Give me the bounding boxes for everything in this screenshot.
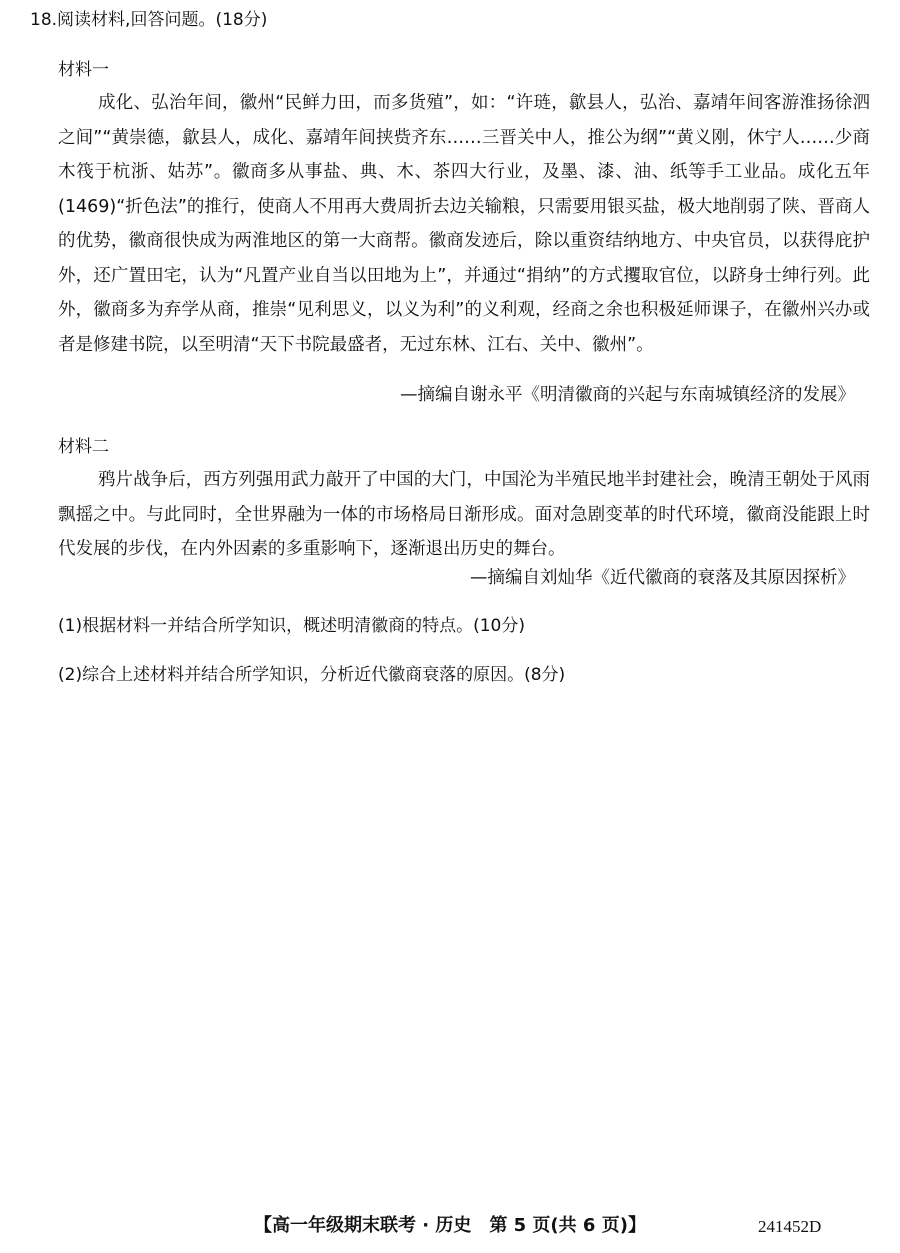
sub-question-2: (2)综合上述材料并结合所学知识，分析近代徽商衰落的原因。(8分) <box>58 665 566 685</box>
material-1-label: 材料一 <box>58 60 109 80</box>
exam-code: 241452D <box>758 1217 822 1236</box>
page-footer: 【高一年级期末联考 · 历史 第 5 页(共 6 页)】 <box>254 1215 646 1236</box>
material-2-text: 鸦片战争后，西方列强用武力敲开了中国的大门，中国沦为半殖民地半封建社会，晚清王朝处于风雨飘摇之中。与此同时，全世界融为一体的市场格局日渐形成。面对急剧变革的时代环境，徽商没能跟上时代发展的步伐，在内外因素的多重影响下，逐渐退出历史的舞台。 <box>58 470 870 559</box>
material-2-source: —摘编自刘灿华《近代徽商的衰落及其原因探析》 <box>470 568 855 588</box>
question-header: 18.阅读材料,回答问题。(18分) <box>30 10 268 30</box>
material-1-source: —摘编自谢永平《明清徽商的兴起与东南城镇经济的发展》 <box>400 385 855 405</box>
sub-question-1: (1)根据材料一并结合所学知识，概述明清徽商的特点。(10分) <box>58 616 525 636</box>
material-2-label: 材料二 <box>58 437 109 457</box>
material-1-text: 成化、弘治年间，徽州“民鲜力田，而多货殖”，如：“许琏，歙县人，弘治、嘉靖年间客游淮扬徐泗之间”“黄崇德，歙县人，成化、嘉靖年间挟赀齐东……三晋关中人，推公为纲”“黄义刚，休宁人……少商木筏于杭浙、姑苏”。徽商多从事盐、典、木、茶四大行业，及墨、漆、油、纸等手工业品。成化五年(1469)“折色法”的推行，使商人不用再大费周折去边关输粮，只需要用银买盐，极大地削弱了陕、晋商人的优势，徽商很快成为两淮地区的第一大商帮。徽商发迹后，除以重资结纳地方、中央官员，以获得庇护外，还广置田宅，认为“凡置产业自当以田地为上”，并通过“捐纳”的方式攫取官位，以跻身士绅行列。此外，徽商多为弃学从商，推崇“见利思义，以义为利”的义利观，经商之余也积极延师课子，在徽州兴办或者是修建书院，以至明清“天下书院最盛者，无过东林、江右、关中、徽州”。 <box>58 93 870 355</box>
